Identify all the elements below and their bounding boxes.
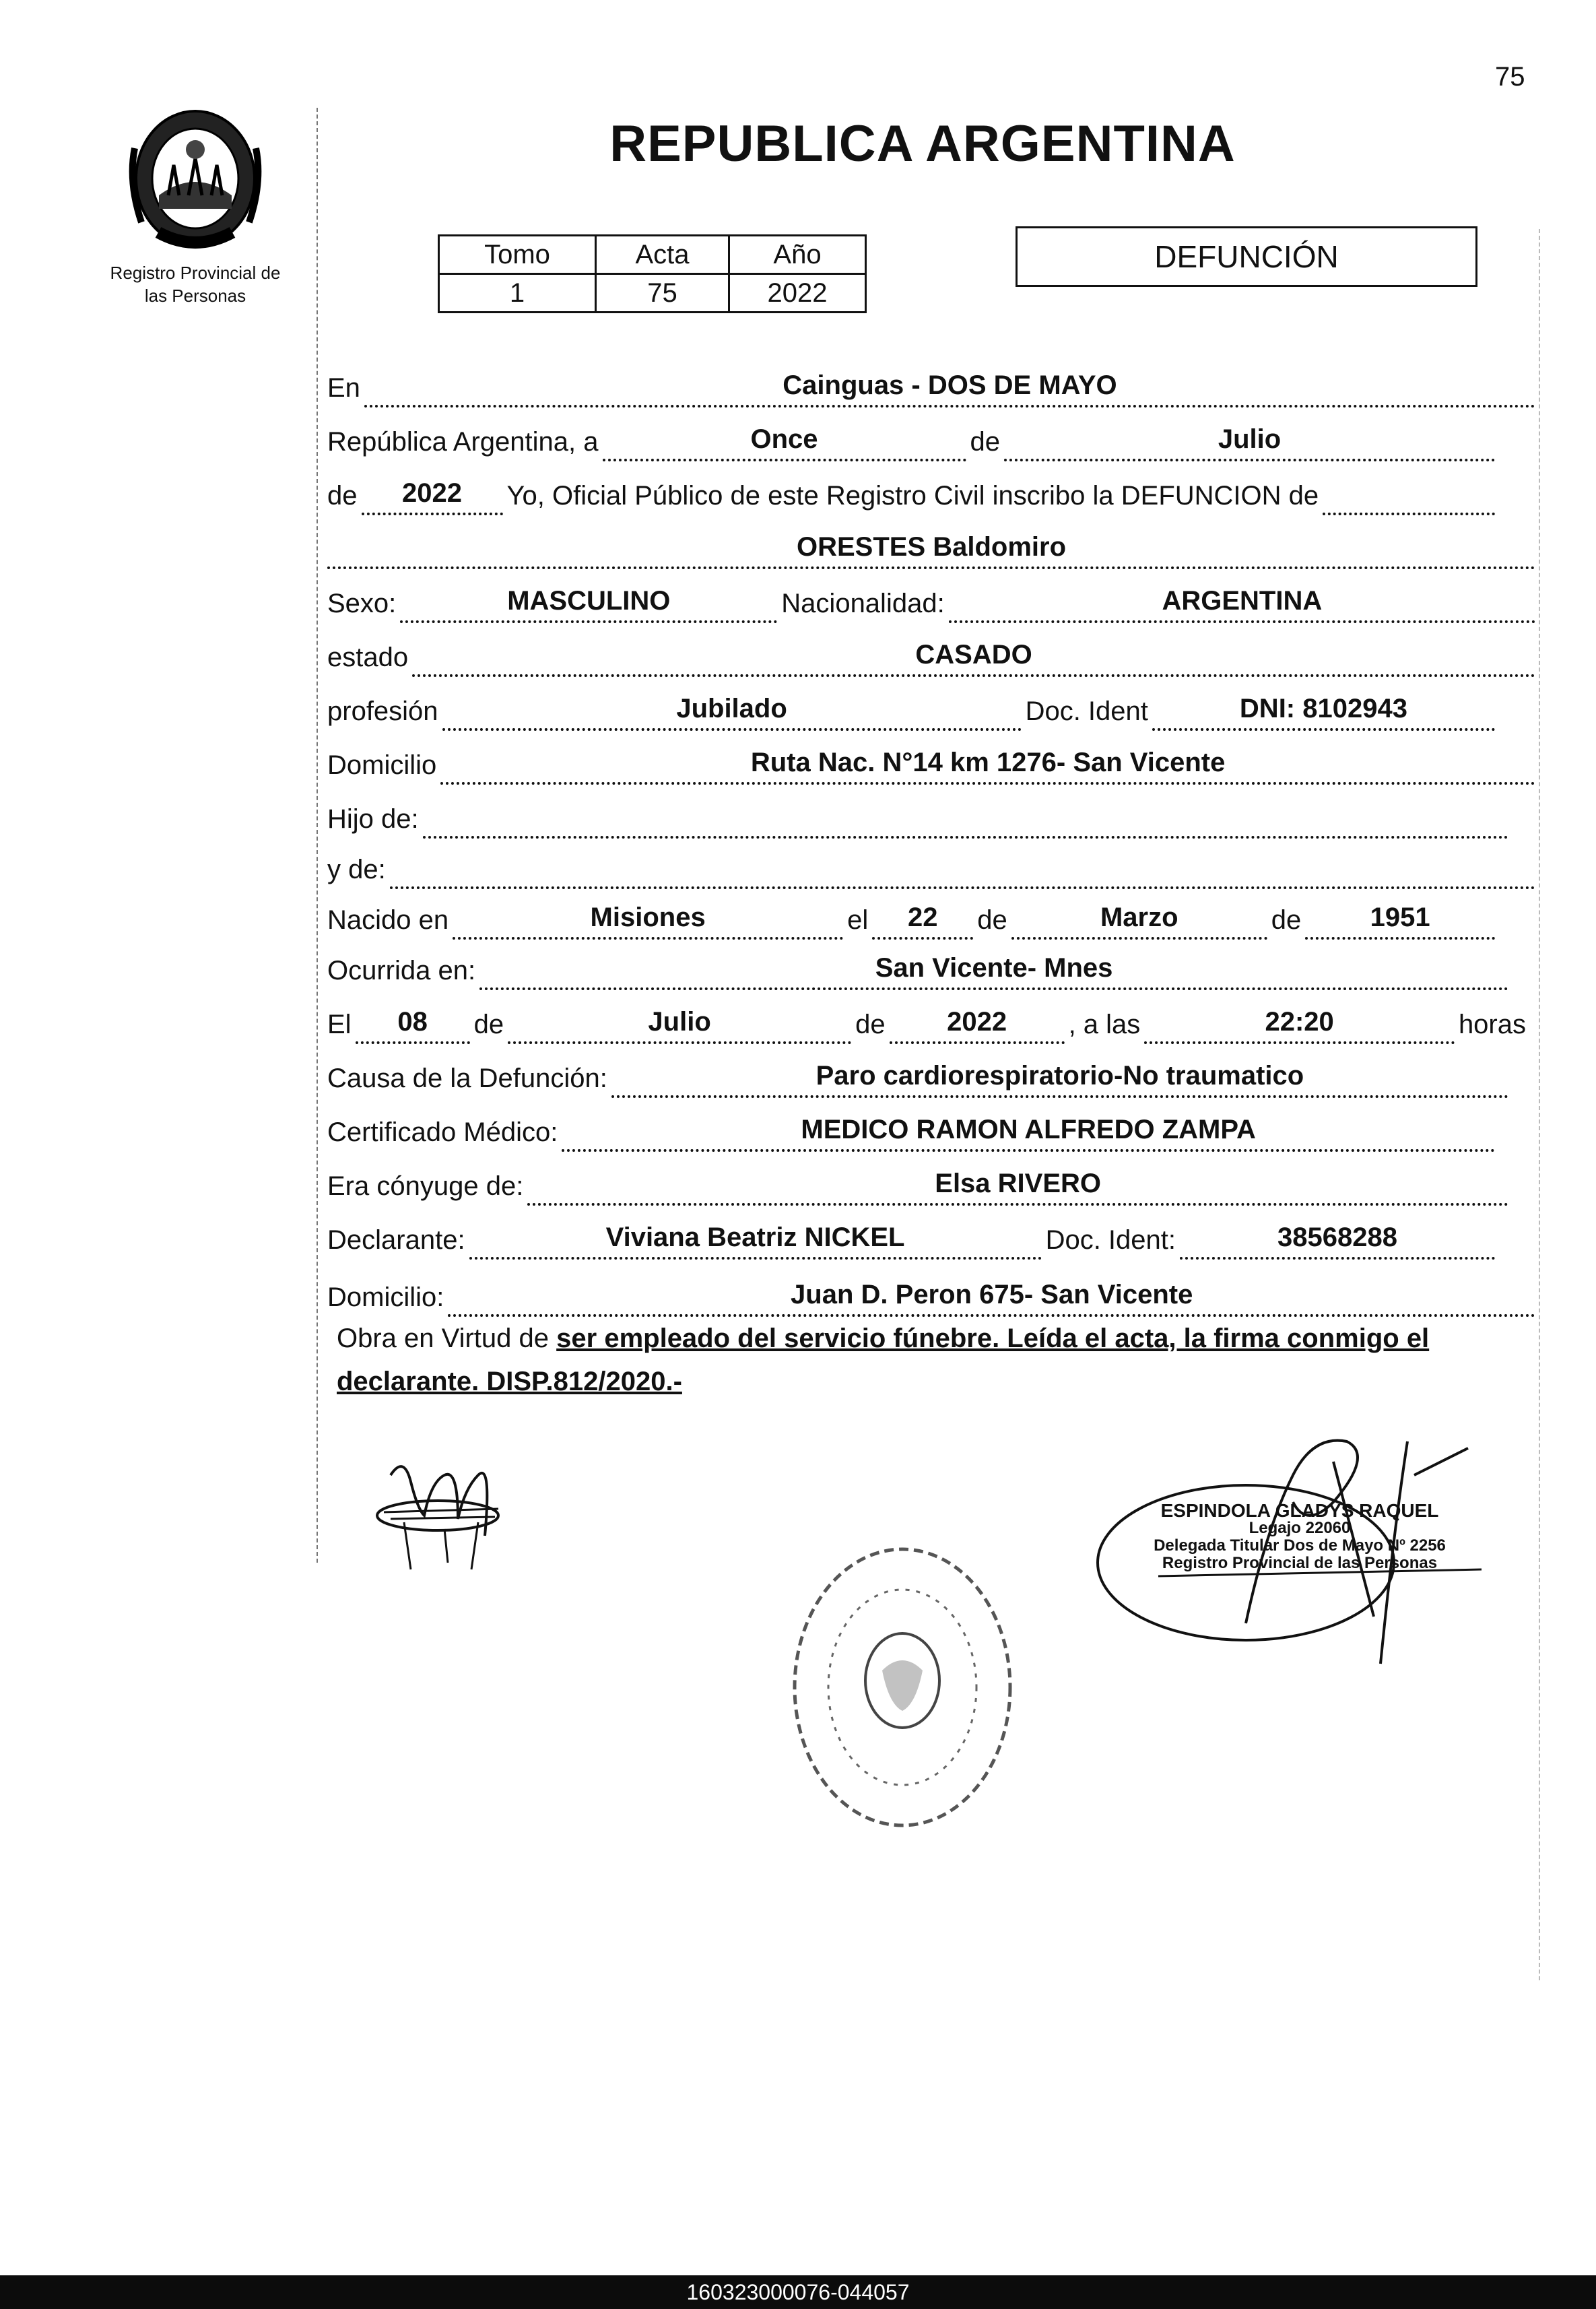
province-seal xyxy=(121,94,269,256)
row-domicilio: Domicilio Ruta Nac. N°14 km 1276- San Vicente xyxy=(327,744,1539,785)
year-value: 2022 xyxy=(362,478,503,515)
declarante-value: Viviana Beatriz NICKEL xyxy=(469,1223,1042,1260)
row-conyuge: Era cónyuge de: Elsa RIVERO xyxy=(327,1165,1512,1206)
official-signature-text xyxy=(1145,1502,1455,1572)
official-cargo: Delegada Titular Dos de Mayo Nº 2256 xyxy=(1154,1536,1446,1555)
nacionalidad-value: ARGENTINA xyxy=(949,586,1535,623)
row-ocurrida: Ocurrida en: San Vicente- Mnes xyxy=(327,950,1512,990)
def-dia: 08 xyxy=(356,1007,470,1044)
certificado-value: MEDICO RAMON ALFREDO ZAMPA xyxy=(562,1115,1495,1152)
right-edge-line xyxy=(1539,229,1540,1980)
day-value: Once xyxy=(603,424,966,461)
row-fecha-defuncion: El 08 de Julio de 2022 , a las 22:20 horas xyxy=(327,1004,1526,1044)
register-table-header: Tomo Acta Año xyxy=(439,236,866,274)
official-stamp xyxy=(781,1536,1024,1839)
obra-text-2: declarante. DISP.812/2020.- xyxy=(337,1367,682,1396)
page-number: 75 xyxy=(1495,62,1525,92)
causa-value: Paro cardiorespiratorio-No traumatico xyxy=(611,1061,1508,1098)
row-name xyxy=(327,529,1539,569)
obra-text: ser empleado del servicio fúnebre. Leída el acta, la firma conmigo el xyxy=(556,1324,1430,1353)
row-declarante: Declarante: Viviana Beatriz NICKEL Doc. Ident: 38568288 xyxy=(327,1219,1499,1260)
obra-paragraph: Obra en Virtud de ser empleado del servicio fúnebre. Leída el acta, la firma conmigo el declarante. DISP.812/2020.- xyxy=(337,1324,1430,1396)
registry-name: Registro Provincial de las Personas xyxy=(110,263,281,306)
nacido-dia: 22 xyxy=(872,903,973,940)
row-nacido: Nacido en Misiones el 22 de Marzo de 1951 xyxy=(327,899,1499,940)
def-hora: 22:20 xyxy=(1144,1007,1455,1044)
row-en: En Cainguas - DOS DE MAYO xyxy=(327,367,1539,408)
nacido-anio: 1951 xyxy=(1305,903,1495,940)
place-value: Cainguas - DOS DE MAYO xyxy=(364,370,1535,408)
deceased-name: ORESTES Baldomiro xyxy=(327,532,1535,569)
domicilio2-value: Juan D. Peron 675- San Vicente xyxy=(448,1280,1535,1317)
conyuge-value: Elsa RIVERO xyxy=(527,1169,1508,1206)
row-certificado: Certificado Médico: MEDICO RAMON ALFREDO ZAMPA xyxy=(327,1111,1499,1152)
row-estado: estado CASADO xyxy=(327,637,1539,677)
decl-doc-value: 38568288 xyxy=(1180,1223,1495,1260)
ocurrida-value: San Vicente- Mnes xyxy=(479,953,1508,990)
nacido-lugar: Misiones xyxy=(453,903,843,940)
row-date: República Argentina, a Once de Julio xyxy=(327,421,1499,461)
page-title: REPUBLICA ARGENTINA xyxy=(609,115,1236,172)
row-hijo: Hijo de: xyxy=(327,798,1512,839)
profesion-value: Jubilado xyxy=(442,694,1022,731)
left-margin-line xyxy=(317,108,318,1563)
estado-value: CASADO xyxy=(412,640,1535,677)
record-type-box: DEFUNCIÓN xyxy=(1016,226,1477,287)
hijo-value xyxy=(423,832,1508,839)
month-value: Julio xyxy=(1004,424,1495,461)
row-sexo: Sexo: MASCULINO Nacionalidad: ARGENTINA xyxy=(327,583,1539,623)
def-anio: 2022 xyxy=(890,1007,1065,1044)
domicilio-value: Ruta Nac. N°14 km 1276- San Vicente xyxy=(440,748,1535,785)
row-yde: y de: xyxy=(327,849,1539,889)
register-table-values: 1 75 2022 xyxy=(439,274,866,313)
nacido-mes: Marzo xyxy=(1011,903,1267,940)
official-name: ESPINDOLA GLADYS RAQUEL xyxy=(1160,1500,1439,1521)
row-domicilio2: Domicilio: Juan D. Peron 675- San Vicente xyxy=(327,1276,1539,1317)
def-mes: Julio xyxy=(508,1007,851,1044)
doc-value: DNI: 8102943 xyxy=(1152,694,1495,731)
official-legajo: Legajo 22060 xyxy=(1249,1519,1351,1537)
footer-barcode-id: 160323000076-044057 xyxy=(0,2275,1596,2309)
sexo-value: MASCULINO xyxy=(400,586,777,623)
declarant-signature xyxy=(364,1455,519,1576)
official-org: Registro Provincial de las Personas xyxy=(1162,1554,1438,1572)
row-year: de 2022 Yo, Oficial Público de este Registro Civil inscribo la DEFUNCION de xyxy=(327,475,1499,515)
register-table xyxy=(438,234,867,313)
row-profesion: profesión Jubilado Doc. Ident DNI: 8102943 xyxy=(327,690,1499,731)
row-causa: Causa de la Defunción: Paro cardiorespiratorio-No traumatico xyxy=(327,1058,1512,1098)
yde-value xyxy=(390,882,1535,889)
de-label: de xyxy=(327,481,358,511)
